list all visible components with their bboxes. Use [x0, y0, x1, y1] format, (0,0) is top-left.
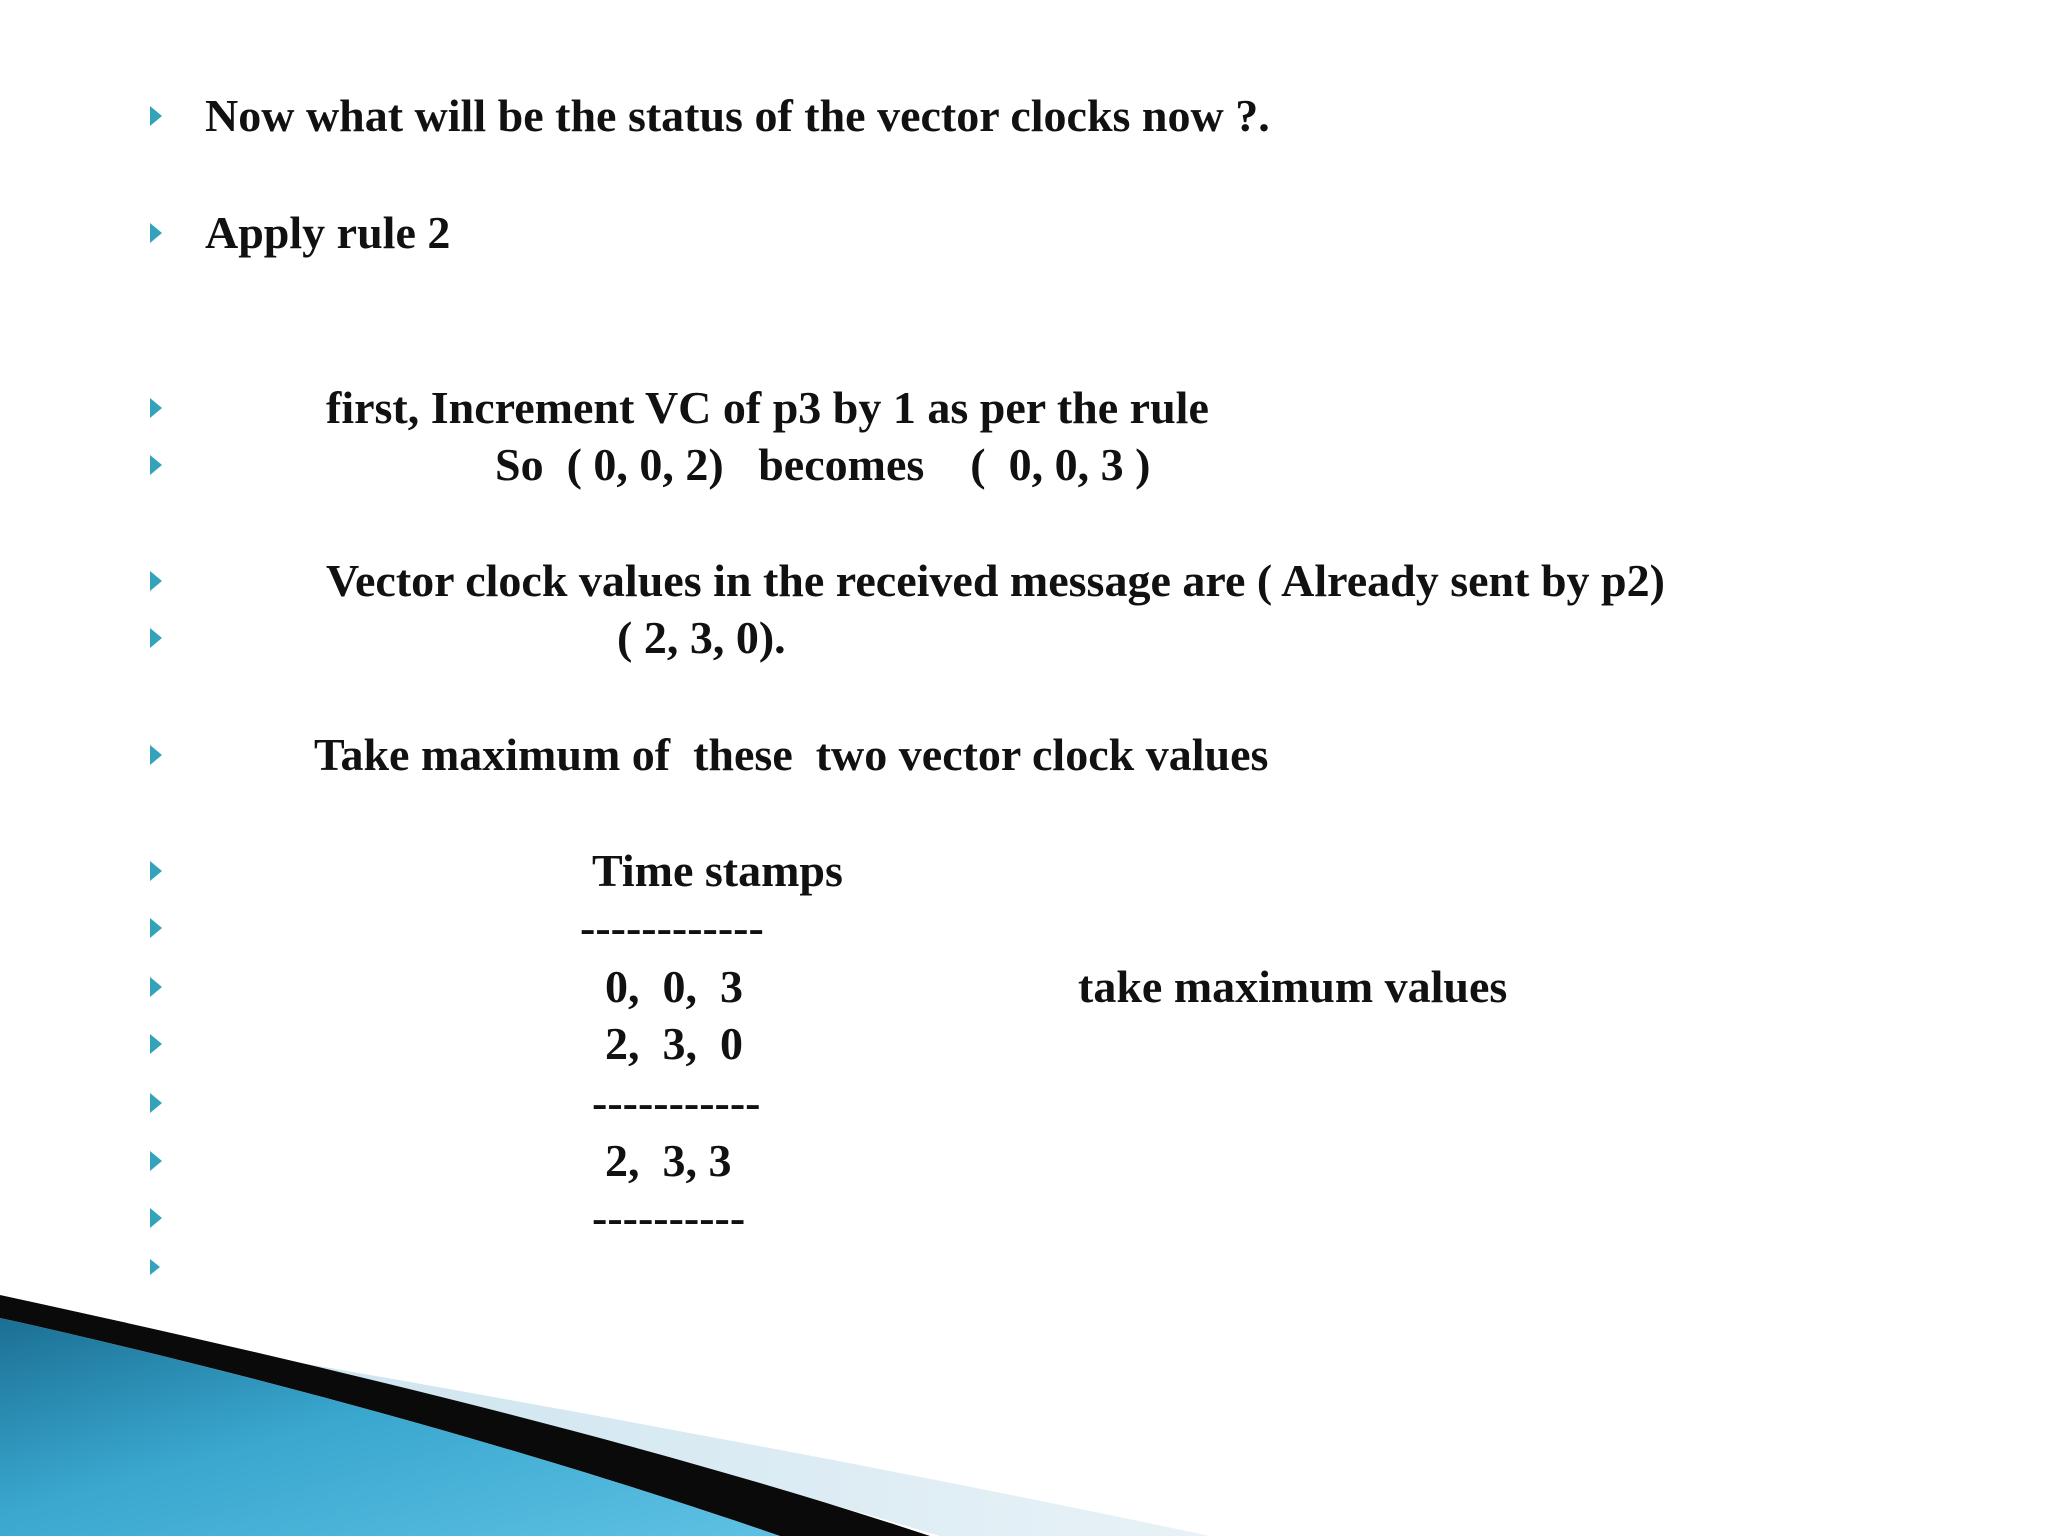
bullet-text: Vector clock values in the received message are ( Already sent by p2): [326, 555, 1665, 606]
bullet-text: Time stamps: [592, 845, 843, 896]
bullet-text: -----------: [592, 1077, 761, 1128]
bullet-text: 0, 0, 3: [605, 961, 743, 1012]
bullet-text: 2, 3, 0: [605, 1018, 743, 1069]
bullet-text: ----------: [592, 1192, 746, 1243]
bullet-text: first, Increment VC of p3 by 1 as per the rule: [326, 382, 1209, 433]
bullet-text: Apply rule 2: [205, 207, 451, 258]
bullet-text: Now what will be the status of the vector clocks now ?.: [205, 90, 1270, 141]
swoosh-blue-band: [0, 1318, 780, 1536]
side-note: take maximum values: [1078, 961, 1508, 1012]
bullet-text: 2, 3, 3: [605, 1135, 732, 1186]
bullet-text: Take maximum of these two vector clock values: [314, 729, 1269, 780]
bullet-text: ------------: [580, 902, 764, 953]
bullet-text: ( 2, 3, 0).: [617, 612, 786, 663]
bullet-text: So ( 0, 0, 2) becomes ( 0, 0, 3 ): [495, 439, 1151, 490]
